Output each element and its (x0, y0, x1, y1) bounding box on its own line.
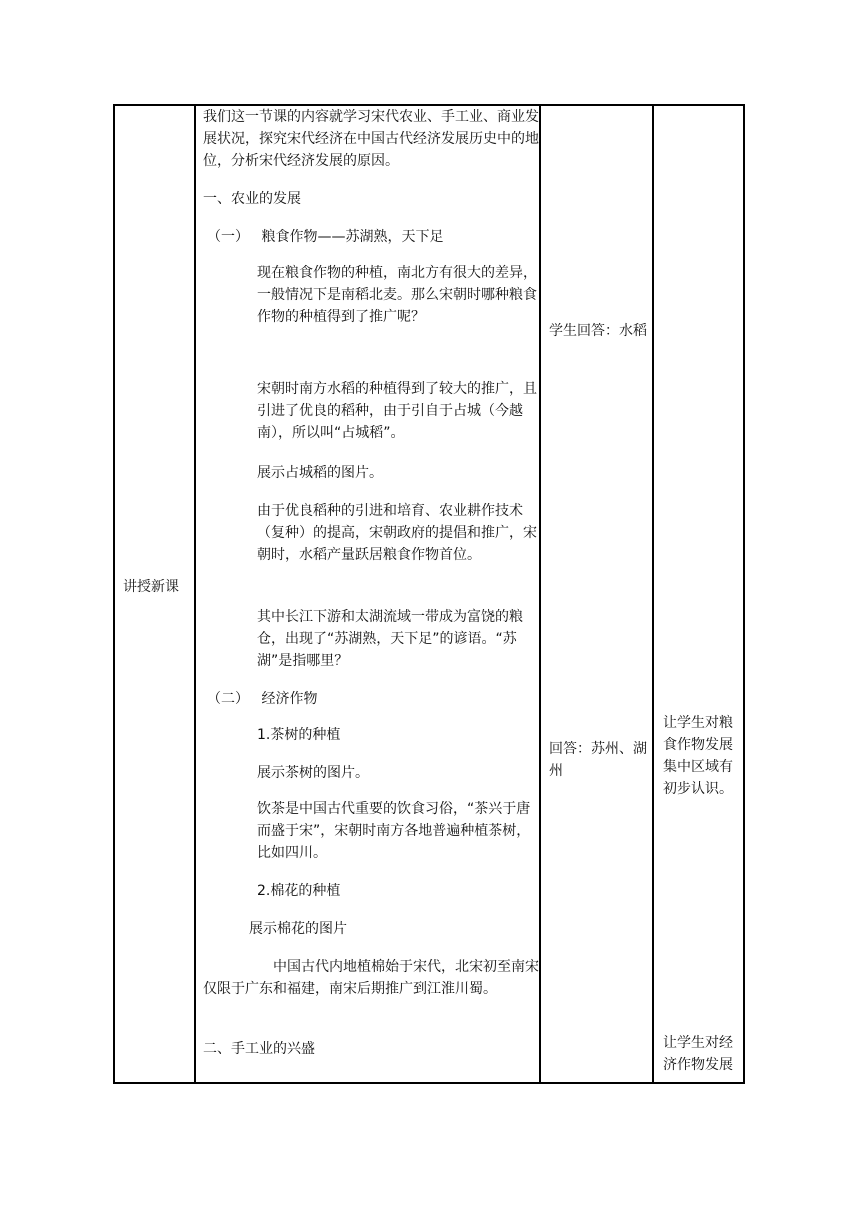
paragraph: 其中长江下游和太湖流域一带成为富饶的粮仓，出现了“苏湖熟，天下足”的谚语。“苏湖”是指哪里？ (257, 609, 523, 669)
design-intent: 让学生对粮食作物发展集中区域有初步认识。 (663, 715, 733, 797)
paragraph: 展示茶树的图片。 (257, 765, 369, 781)
paragraph: 展示棉花的图片 (249, 921, 347, 937)
column-divider (539, 106, 541, 1082)
paragraph: 展示占城稻的图片。 (257, 465, 383, 481)
student-answer: 回答：苏州、湖州 (549, 741, 647, 779)
paragraph: 饮茶是中国古代重要的饮食习俗，“茶兴于唐而盛于宋”，宋朝时南方各地普遍种植茶树，比如四川。 (257, 801, 531, 861)
student-answer: 学生回答：水稻 (549, 323, 647, 339)
subsection-heading-cash-crops (207, 688, 317, 708)
paragraph: 由于优良稻种的引进和培育、农业耕作技术（复种）的提高，宋朝政府的提倡和推广，宋朝时，水稻产量跃居粮食作物首位。 (257, 503, 537, 563)
subsection-number: （二） (207, 691, 249, 707)
column-divider (652, 106, 654, 1082)
lesson-table (113, 104, 745, 1084)
tea-heading: 1.茶树的种植 (257, 727, 341, 743)
subsection-heading-grain (207, 226, 443, 246)
design-intent: 让学生对经济作物发展 (663, 1035, 733, 1073)
section-heading-handicraft: 二、手工业的兴盛 (203, 1041, 315, 1057)
section-heading-agriculture: 一、农业的发展 (203, 191, 301, 207)
paragraph: 现在粮食作物的种植，南北方有很大的差异，一般情况下是南稻北麦。那么宋朝时哪种粮食作物的种植得到了推广呢？ (257, 265, 537, 325)
column-divider (194, 106, 196, 1082)
intro-paragraph: 我们这一节课的内容就学习宋代农业、手工业、商业发展状况，探究宋代经济在中国古代经济发展历史中的地位，分析宋代经济发展的原因。 (203, 109, 539, 169)
paragraph: 中国古代内地植棉始于宋代，北宋初至南宋仅限于广东和福建，南宋后期推广到江淮川蜀。 (203, 959, 539, 997)
subsection-number: （一） (207, 229, 249, 245)
stage-label: 讲授新课 (123, 579, 179, 595)
subsection-title: 粮食作物——苏湖熟，天下足 (261, 229, 444, 245)
subsection-title: 经济作物 (261, 691, 318, 707)
paragraph: 宋朝时南方水稻的种植得到了较大的推广，且引进了优良的稻种，由于引自于占城（今越南），所以叫“占城稻”。 (257, 381, 537, 441)
cotton-heading: 2.棉花的种植 (257, 883, 341, 899)
